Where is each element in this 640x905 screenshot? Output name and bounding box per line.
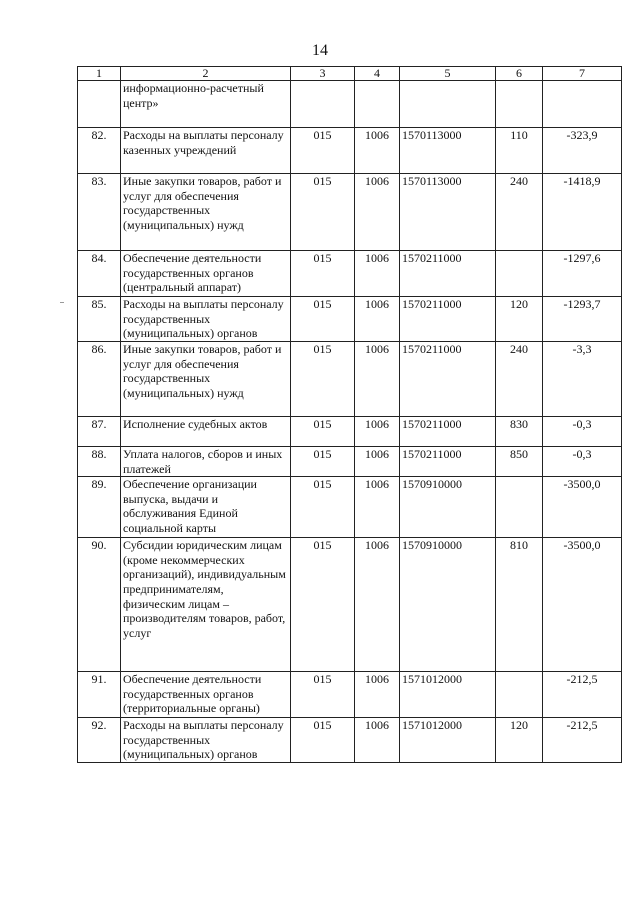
ministry-code: 015 [291, 447, 355, 477]
section-code: 1006 [355, 672, 400, 718]
section-code: 1006 [355, 297, 400, 342]
ministry-code: 015 [291, 174, 355, 251]
section-code: 1006 [355, 447, 400, 477]
amount: -3500,0 [543, 538, 622, 672]
ministry-code: 015 [291, 251, 355, 297]
amount: -1297,6 [543, 251, 622, 297]
expense-type-code: 240 [496, 342, 543, 417]
ministry-code: 015 [291, 297, 355, 342]
target-code: 1570211000 [400, 447, 496, 477]
target-code: 1570113000 [400, 174, 496, 251]
ministry-code: 015 [291, 342, 355, 417]
expense-type-code: 240 [496, 174, 543, 251]
table-row [78, 297, 622, 342]
amount: -0,3 [543, 447, 622, 477]
expense-type-code: 830 [496, 417, 543, 447]
table-row [78, 81, 622, 128]
table-row [78, 417, 622, 447]
row-number: 84. [78, 251, 121, 297]
row-number: 85. [78, 297, 121, 342]
section-code: 1006 [355, 477, 400, 538]
expense-name: Расходы на выплаты персоналу государственных (муниципальных) органов [121, 297, 291, 342]
target-code: 1570211000 [400, 251, 496, 297]
target-code [400, 81, 496, 128]
ministry-code: 015 [291, 417, 355, 447]
section-code: 1006 [355, 538, 400, 672]
target-code: 1571012000 [400, 672, 496, 718]
amount: -323,9 [543, 128, 622, 174]
target-code: 1570211000 [400, 417, 496, 447]
table-row [78, 251, 622, 297]
target-code: 1570910000 [400, 477, 496, 538]
page-number: 14 [312, 42, 328, 59]
table-row [78, 447, 622, 477]
amount: -212,5 [543, 672, 622, 718]
row-number: 91. [78, 672, 121, 718]
row-number: 87. [78, 417, 121, 447]
table-header-row [78, 67, 622, 81]
ministry-code: 015 [291, 718, 355, 763]
section-code: 1006 [355, 417, 400, 447]
expense-type-code [496, 672, 543, 718]
expense-name: Обеспечение деятельности государственных органов (территориальные органы) [121, 672, 291, 718]
section-code: 1006 [355, 718, 400, 763]
column-header: 6 [496, 67, 543, 81]
amount: -1418,9 [543, 174, 622, 251]
amount: -0,3 [543, 417, 622, 447]
table-row [78, 538, 622, 672]
expense-type-code: 810 [496, 538, 543, 672]
expense-type-code: 120 [496, 297, 543, 342]
row-number: 92. [78, 718, 121, 763]
section-code: 1006 [355, 342, 400, 417]
expense-type-code [496, 81, 543, 128]
table-row [78, 672, 622, 718]
row-number: 86. [78, 342, 121, 417]
column-header: 1 [78, 67, 121, 81]
ministry-code: 015 [291, 128, 355, 174]
section-code: 1006 [355, 174, 400, 251]
table-row [78, 128, 622, 174]
ministry-code: 015 [291, 477, 355, 538]
column-header: 4 [355, 67, 400, 81]
budget-table [77, 66, 622, 763]
table-row [78, 718, 622, 763]
row-number: 83. [78, 174, 121, 251]
amount: -3,3 [543, 342, 622, 417]
expense-name: Обеспечение деятельности государственных органов (центральный аппарат) [121, 251, 291, 297]
ministry-code [291, 81, 355, 128]
column-header: 7 [543, 67, 622, 81]
expense-name: Иные закупки товаров, работ и услуг для обеспечения государственных (муниципальных) нужд [121, 342, 291, 417]
expense-type-code: 120 [496, 718, 543, 763]
row-number: 82. [78, 128, 121, 174]
expense-type-code [496, 477, 543, 538]
expense-type-code: 850 [496, 447, 543, 477]
expense-name: Исполнение судебных актов [121, 417, 291, 447]
amount: -212,5 [543, 718, 622, 763]
table-body [78, 81, 622, 763]
column-header: 5 [400, 67, 496, 81]
target-code: 1571012000 [400, 718, 496, 763]
amount: -3500,0 [543, 477, 622, 538]
expense-name: Иные закупки товаров, работ и услуг для обеспечения государственных (муниципальных) нужд [121, 174, 291, 251]
target-code: 1570113000 [400, 128, 496, 174]
column-header: 3 [291, 67, 355, 81]
row-number: 90. [78, 538, 121, 672]
expense-name: Обеспечение организации выпуска, выдачи и обслуживания Единой социальной карты [121, 477, 291, 538]
table-row [78, 174, 622, 251]
ministry-code: 015 [291, 538, 355, 672]
row-number [78, 81, 121, 128]
section-code [355, 81, 400, 128]
table-row [78, 477, 622, 538]
target-code: 1570211000 [400, 342, 496, 417]
section-code: 1006 [355, 128, 400, 174]
ministry-code: 015 [291, 672, 355, 718]
expense-name: Расходы на выплаты персоналу государственных (муниципальных) органов [121, 718, 291, 763]
expense-name: Уплата налогов, сборов и иных платежей [121, 447, 291, 477]
table-row [78, 342, 622, 417]
section-code: 1006 [355, 251, 400, 297]
expense-name: информационно-расчетный центр» [121, 81, 291, 128]
expense-type-code: 110 [496, 128, 543, 174]
row-number: 89. [78, 477, 121, 538]
target-code: 1570211000 [400, 297, 496, 342]
expense-name: Расходы на выплаты персоналу казенных учреждений [121, 128, 291, 174]
row-number: 88. [78, 447, 121, 477]
expense-name: Субсидии юридическим лицам (кроме некоммерческих организаций), индивидуальным предпринимателям, физическим лицам – производителям товаров, работ, услуг [121, 538, 291, 672]
amount [543, 81, 622, 128]
column-header: 2 [121, 67, 291, 81]
target-code: 1570910000 [400, 538, 496, 672]
amount: -1293,7 [543, 297, 622, 342]
margin-mark [60, 302, 64, 303]
expense-type-code [496, 251, 543, 297]
